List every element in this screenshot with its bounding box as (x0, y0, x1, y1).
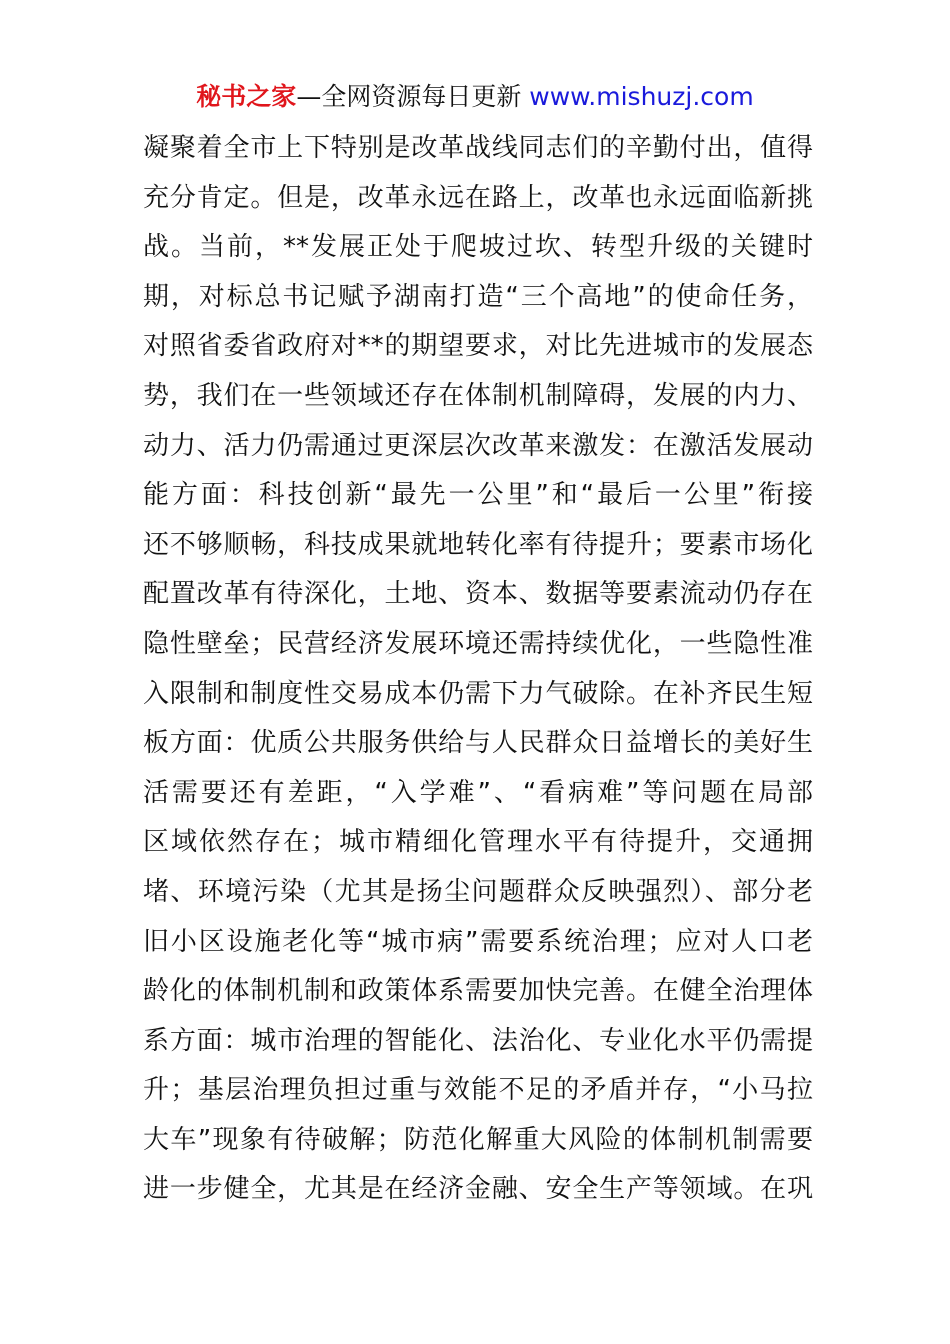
text-line: 区域依然存在；城市精细化管理水平有待提升，交通拥 (143, 827, 813, 858)
text-line: 凝聚着全市上下特别是改革战线同志们的辛勤付出，值得 (143, 133, 813, 163)
header-tagline: —全网资源每日更新 (296, 82, 530, 111)
document-body (143, 124, 813, 1215)
text-line: 战。当前，**发展正处于爬坡过坎、转型升级的关键时 (143, 232, 813, 263)
text-line: 板方面：优质公共服务供给与人民群众日益增长的美好生 (143, 728, 813, 759)
text-line: 大车”现象有待破解；防范化解重大风险的体制机制需要 (143, 1124, 813, 1155)
page-header (0, 80, 950, 114)
text-line: 进一步健全，尤其是在经济金融、安全生产等领域。在巩 (143, 1174, 813, 1205)
text-line: 系方面：城市治理的智能化、法治化、专业化水平仍需提 (143, 1025, 813, 1056)
text-line: 堵、环境污染（尤其是扬尘问题群众反映强烈）、部分老 (143, 876, 813, 907)
text-line: 升；基层治理负担过重与效能不足的矛盾并存，“小马拉 (143, 1075, 813, 1106)
text-line: 动力、活力仍需通过更深层次改革来激发：在激活发展动 (143, 430, 813, 461)
text-line: 活需要还有差距，“入学难”、“看病难”等问题在局部 (143, 777, 813, 808)
text-line: 势，我们在一些领域还存在体制机制障碍，发展的内力、 (143, 380, 813, 411)
text-line: 入限制和制度性交易成本仍需下力气破除。在补齐民生短 (143, 678, 813, 709)
site-url-link[interactable]: www.mishuzj.com (529, 82, 754, 111)
brand-name: 秘书之家 (196, 82, 297, 111)
text-line: 旧小区设施老化等“城市病”需要系统治理；应对人口老 (143, 926, 813, 957)
text-line: 期，对标总书记赋予湖南打造“三个高地”的使命任务， (143, 281, 813, 312)
text-line: 还不够顺畅，科技成果就地转化率有待提升；要素市场化 (143, 529, 813, 560)
text-line: 隐性壁垒；民营经济发展环境还需持续优化，一些隐性准 (143, 628, 813, 659)
text-line: 对照省委省政府对**的期望要求，对比先进城市的发展态 (143, 331, 813, 362)
text-line: 能方面：科技创新“最先一公里”和“最后一公里”衔接 (143, 480, 813, 511)
text-line: 充分肯定。但是，改革永远在路上，改革也永远面临新挑 (143, 182, 813, 213)
text-line: 龄化的体制机制和政策体系需要加快完善。在健全治理体 (143, 976, 813, 1007)
text-line: 配置改革有待深化，土地、资本、数据等要素流动仍存在 (143, 579, 813, 610)
